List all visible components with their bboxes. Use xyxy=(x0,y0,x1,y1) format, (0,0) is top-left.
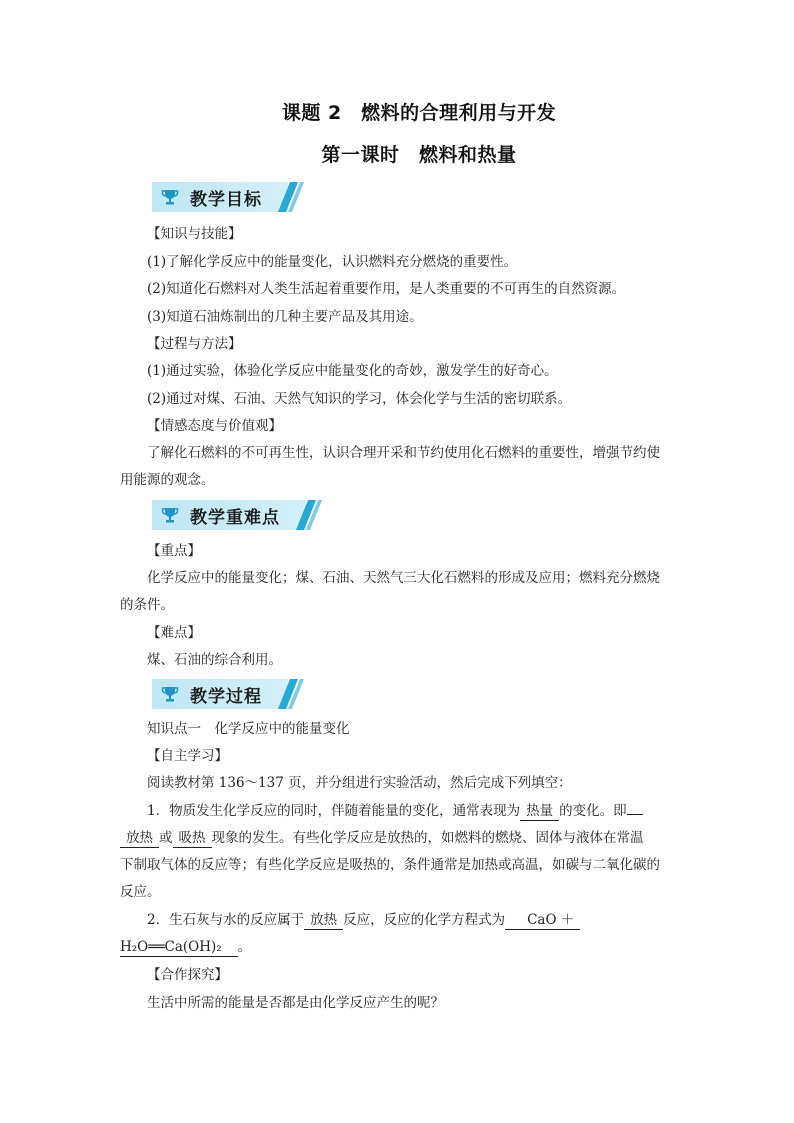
subheading: 【合作探究】 xyxy=(147,967,228,983)
paragraph-continuation: 的条件。 xyxy=(120,597,174,613)
lesson-subtitle: 第一课时 燃料和热量 xyxy=(321,144,517,166)
question-1-line-1: 1．物质发生化学反应的同时，伴随着能量的变化，通常表现为 热量 的变化。即 xyxy=(147,801,707,821)
paragraph: 阅读教材第 136～137 页，并分组进行实验活动，然后完成下列填空： xyxy=(147,775,572,791)
answer-blank: H₂O══Ca(OH)₂ xyxy=(120,939,238,957)
paragraph: 煤、石油的综合利用。 xyxy=(147,652,282,668)
question-2-line-2: H₂O══Ca(OH)₂ 。 xyxy=(120,939,252,955)
paragraph: (3)知道石油炼制出的几种主要产品及其用途。 xyxy=(147,309,423,325)
answer-blank-empty xyxy=(627,814,643,815)
paragraph-continuation: 用能源的观念。 xyxy=(120,472,215,488)
answer-blank: 热量 xyxy=(520,803,559,821)
subheading: 【重点】 xyxy=(147,543,201,559)
subheading: 【情感态度与价值观】 xyxy=(147,418,282,434)
section-title: 教学重难点 xyxy=(190,508,280,528)
section-banner-process xyxy=(152,679,302,709)
paragraph: (2)通过对煤、石油、天然气知识的学习，体会化学与生活的密切联系。 xyxy=(147,391,572,407)
question-1-line-4: 反应。 xyxy=(120,884,161,900)
paragraph: 化学反应中的能量变化；煤、石油、天然气三大化石燃料的形成及应用；燃料充分燃烧 xyxy=(147,570,660,586)
answer-blank: CaO ＋ xyxy=(505,912,580,930)
paragraph: (1)了解化学反应中的能量变化，认识燃料充分燃烧的重要性。 xyxy=(147,254,518,270)
answer-blank: 放热 xyxy=(120,830,159,848)
paragraph: (2)知道化石燃料对人类生活起着重要作用，是人类重要的不可再生的自然资源。 xyxy=(147,281,626,297)
trophy-icon xyxy=(161,685,179,703)
lesson-title: 课题 2 燃料的合理利用与开发 xyxy=(281,102,557,124)
section-banner-keypoints xyxy=(152,500,320,530)
paragraph: 生活中所需的能量是否都是由化学反应产生的呢？ xyxy=(147,995,444,1011)
question-1-line-3: 下制取气体的反应等；有些化学反应是吸热的，条件通常是加热或高温，如碳与二氧化碳的 xyxy=(120,857,660,873)
question-2-line-1: 2．生石灰与水的反应属于 放热 反应，反应的化学方程式为 CaO ＋ xyxy=(147,910,707,930)
knowledge-point-heading: 知识点一 化学反应中的能量变化 xyxy=(147,721,350,737)
subheading: 【过程与方法】 xyxy=(147,336,242,352)
answer-blank: 吸热 xyxy=(173,830,212,848)
subheading: 【自主学习】 xyxy=(147,748,228,764)
trophy-icon xyxy=(161,506,179,524)
trophy-icon xyxy=(161,188,179,206)
answer-blank: 放热 xyxy=(304,912,343,930)
subheading: 【难点】 xyxy=(147,625,201,641)
question-1-line-2: 放热 或 吸热 现象的发生。有些化学反应是放热的，如燃料的燃烧、固体与液体在常温 xyxy=(120,828,680,848)
section-title: 教学过程 xyxy=(190,687,262,707)
paragraph: 了解化石燃料的不可再生性，认识合理开采和节约使用化石燃料的重要性，增强节约使 xyxy=(147,445,660,461)
section-title: 教学目标 xyxy=(190,190,262,210)
subheading: 【知识与技能】 xyxy=(147,226,242,242)
paragraph: (1)通过实验，体验化学反应中能量变化的奇妙，激发学生的好奇心。 xyxy=(147,363,558,379)
section-banner-goals xyxy=(152,182,302,212)
